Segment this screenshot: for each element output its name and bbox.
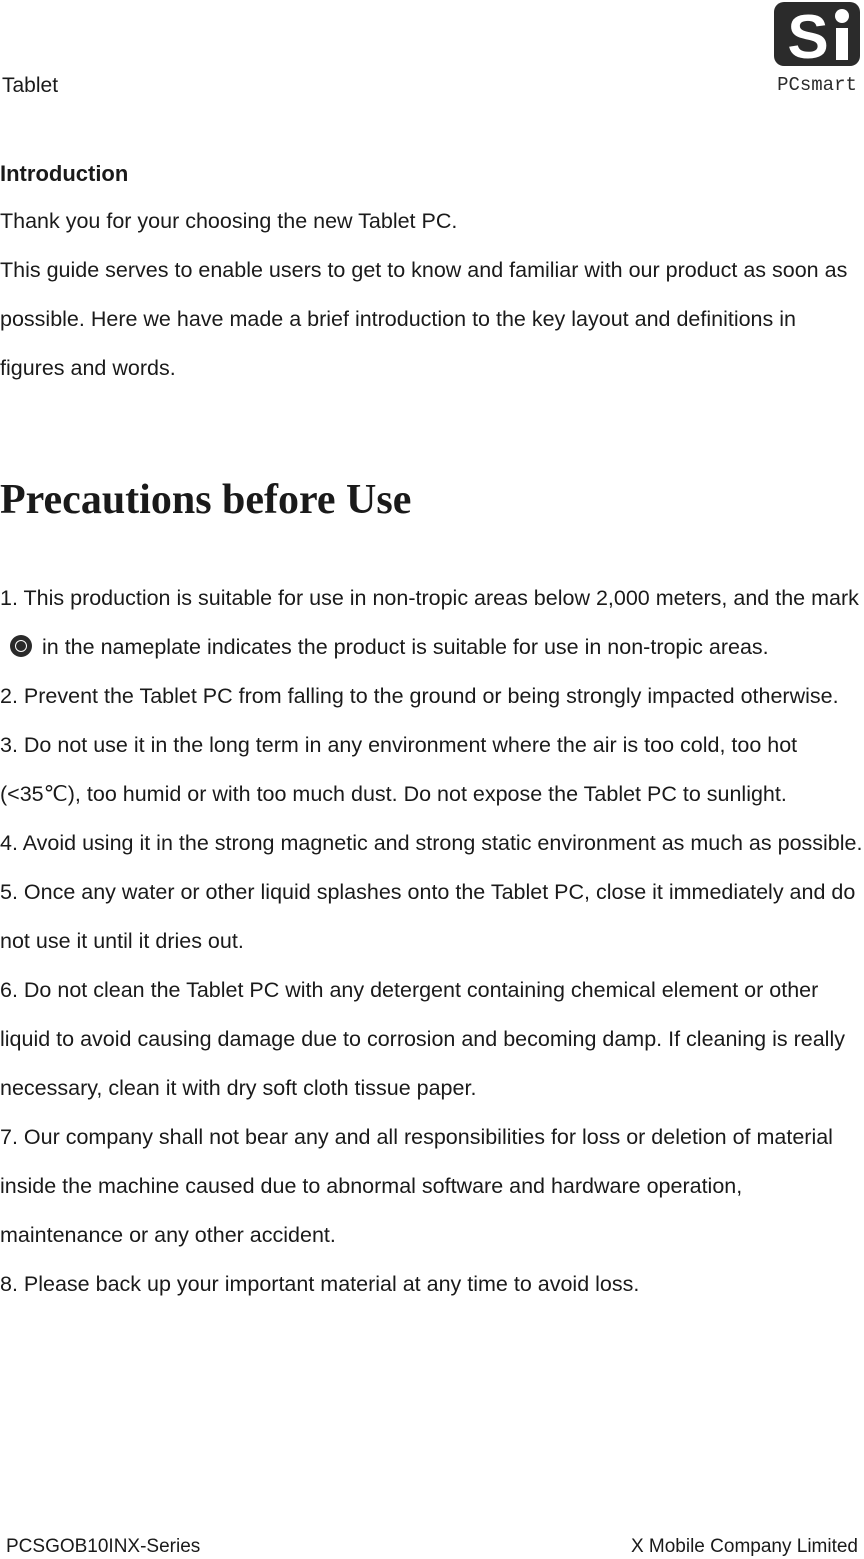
- header-title: Tablet: [2, 74, 59, 97]
- precaution-item-1: [0, 574, 864, 672]
- precaution-item-1-after: in the nameplate indicates the product is suitable for use in non-tropic areas.: [42, 635, 769, 659]
- precaution-item-3: 3. Do not use it in the long term in any environment where the air is too cold, too hot (<35℃), too humid or with too much dust. Do not expose the Tablet PC to sunlight.: [0, 733, 798, 806]
- non-tropic-mark-icon: [10, 635, 32, 657]
- precaution-item-8: 8. Please back up your important material at any time to avoid loss.: [0, 1272, 640, 1296]
- precautions-list: [0, 574, 864, 1309]
- precaution-item-2: 2. Prevent the Tablet PC from falling to the ground or being strongly impacted otherwise.: [0, 684, 839, 708]
- precaution-item-6: 6. Do not clean the Tablet PC with any detergent containing chemical element or other liquid to avoid causing damage due to corrosion and becoming damp. If cleaning is really necessary, clean it with dry soft cloth tissue paper.: [0, 978, 845, 1100]
- precaution-item-1-before: 1. This production is suitable for use in non-tropic areas below 2,000 meters, and the mark: [0, 586, 859, 610]
- intro-paragraph: This guide serves to enable users to get to know and familiar with our product as soon as possible. Here we have made a brief introduction to the key layout and definitions in figures and words.: [0, 258, 848, 380]
- svg-text:PCsmart: PCsmart: [777, 74, 857, 96]
- intro-line-1: Thank you for your choosing the new Tablet PC.: [0, 209, 458, 233]
- footer-model: PCSGOB10INX-Series: [6, 1536, 201, 1557]
- section-title: Precautions before Use: [0, 477, 412, 523]
- footer-company: X Mobile Company Limited: [630, 1536, 858, 1557]
- svg-text:S: S: [787, 3, 829, 72]
- precaution-item-5: 5. Once any water or other liquid splashes onto the Tablet PC, close it immediately and do not use it until it dries out.: [0, 880, 856, 953]
- precaution-item-7: 7. Our company shall not bear any and all responsibilities for loss or deletion of material inside the machine caused due to abnormal software and hardware operation, maintenance or any other accident.: [0, 1125, 833, 1247]
- intro-heading: Introduction: [0, 161, 129, 186]
- precaution-item-4: 4. Avoid using it in the strong magnetic and strong static environment as much as possible.: [0, 831, 863, 855]
- pcsmart-logo: [770, 0, 862, 98]
